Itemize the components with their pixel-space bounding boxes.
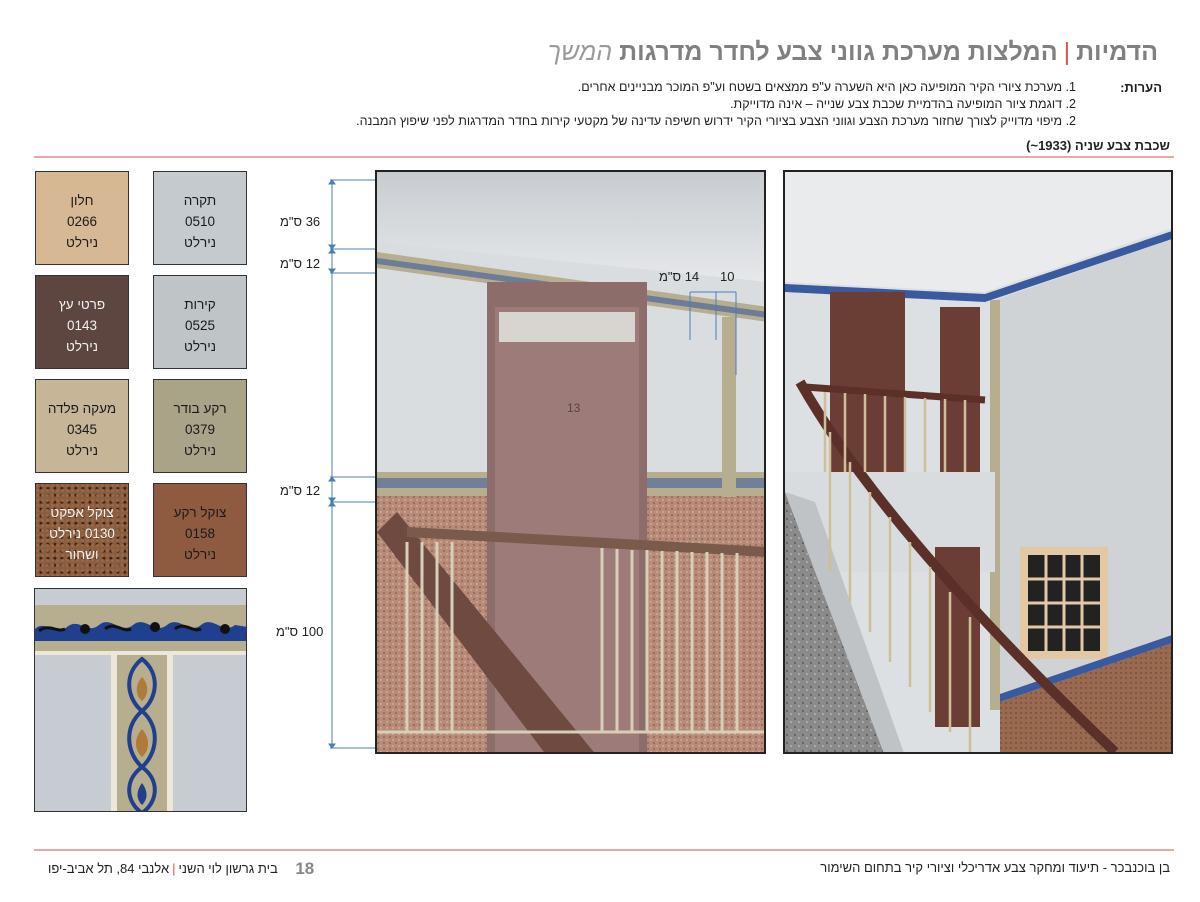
swatch-name: צוקל רקע xyxy=(173,505,227,520)
note-item: 2. מיפוי מדוייק לצורך שחזור מערכת הצבע וגווני הצבע בציורי הקיר ידרוש חשיפה עדינה של מקטעי קירות בחדר המדרגות לפני שיפוץ המבנה. xyxy=(356,114,1076,128)
door-number: 13 xyxy=(567,401,581,415)
swatch-walls xyxy=(153,275,247,369)
notes-label: הערות: xyxy=(1120,80,1162,95)
swatch-name: צוקל אפקט xyxy=(50,505,114,520)
swatch-wood-details xyxy=(35,275,129,369)
swatch-border-background xyxy=(153,379,247,473)
swatch-code: 0130 נירלט xyxy=(49,526,115,541)
swatch-brand: נירלט xyxy=(184,235,216,250)
page-title xyxy=(548,38,1158,67)
swatch-brand: ושחור xyxy=(65,547,99,562)
dimension-lines xyxy=(320,170,380,760)
swatch-name: תקרה xyxy=(183,193,217,208)
title-continued: המשך xyxy=(547,38,613,66)
swatch-brand: נירלט xyxy=(184,547,216,562)
swatch-steel-railing xyxy=(35,379,129,473)
divider-top xyxy=(34,156,1174,158)
footer-author: בן בוכנבכר - תיעוד ומחקר צבע אדריכלי וציורי קיר בתחום השימור xyxy=(820,860,1170,875)
dimension-label-10: 10 xyxy=(720,269,735,284)
dimension-label-12-top: 12 ס"מ xyxy=(280,256,321,271)
swatch-brand: נירלט xyxy=(66,235,98,250)
section-subheading: שכבת צבע שניה (1933~) xyxy=(1026,138,1170,153)
swatch-name: מעקה פלדה xyxy=(47,401,117,416)
title-separator: | xyxy=(1063,38,1071,66)
note-item: 2. דוגמת ציור המופיעה בהדמיית שכבת צבע שנייה – אינה מדוייקת. xyxy=(730,97,1076,111)
footer-building: בית גרשון לוי השני xyxy=(178,861,278,876)
footer-separator: | xyxy=(172,861,176,876)
dimension-label-100: 100 ס"מ xyxy=(276,624,324,639)
dimension-label-36: 36 ס"מ xyxy=(280,214,321,229)
divider-bottom xyxy=(34,849,1174,851)
footer-street: אלנבי 84, תל אביב-יפו xyxy=(48,861,170,876)
swatch-code: 0510 xyxy=(184,214,216,229)
stairwell-wide-image xyxy=(785,172,1173,754)
dimension-label-12-bottom: 12 ס"מ xyxy=(280,483,321,498)
swatch-code: 0345 xyxy=(66,422,98,437)
swatch-brand: נירלט xyxy=(66,339,98,354)
page-number: 18 xyxy=(295,859,315,878)
title-rest: המלצות מערכת גווני צבע לחדר מדרגות xyxy=(619,38,1058,66)
border-dimension-lines xyxy=(684,280,744,380)
swatch-name: רקע בודר xyxy=(173,401,227,416)
swatch-name: פרטי עץ xyxy=(58,297,106,312)
swatch-brand: נירלט xyxy=(66,443,98,458)
ornament-image xyxy=(35,589,247,812)
swatch-code: 0525 xyxy=(184,318,216,333)
swatch-name: חלון xyxy=(70,193,94,208)
swatch-code: 0143 xyxy=(66,318,98,333)
swatch-brand: נירלט xyxy=(184,443,216,458)
swatch-ceiling xyxy=(153,171,247,265)
swatch-code: 0379 xyxy=(184,422,216,437)
notes-list xyxy=(356,79,1076,130)
wall-pattern-detail xyxy=(34,588,247,812)
swatch-dado-background xyxy=(153,483,247,577)
title-main: הדמיות xyxy=(1076,38,1158,66)
stairwell-closeup-image xyxy=(377,172,766,754)
stairwell-render-closeup xyxy=(375,170,766,754)
swatch-code: 0266 xyxy=(66,214,98,229)
dimension-label-14: 14 ס"מ xyxy=(659,269,700,284)
footer-address xyxy=(48,858,314,878)
stairwell-render-wide xyxy=(783,170,1173,754)
note-item: 1. מערכת ציורי הקיר המופיעה כאן היא השערה ע"פ ממצאים בשטח וע"פ המוכר מבניינים אחרים. xyxy=(577,80,1076,94)
swatch-window xyxy=(35,171,129,265)
swatch-name: קירות xyxy=(184,297,216,312)
swatch-code: 0158 xyxy=(184,526,216,541)
swatch-dado-effect xyxy=(35,483,129,577)
swatch-brand: נירלט xyxy=(184,339,216,354)
